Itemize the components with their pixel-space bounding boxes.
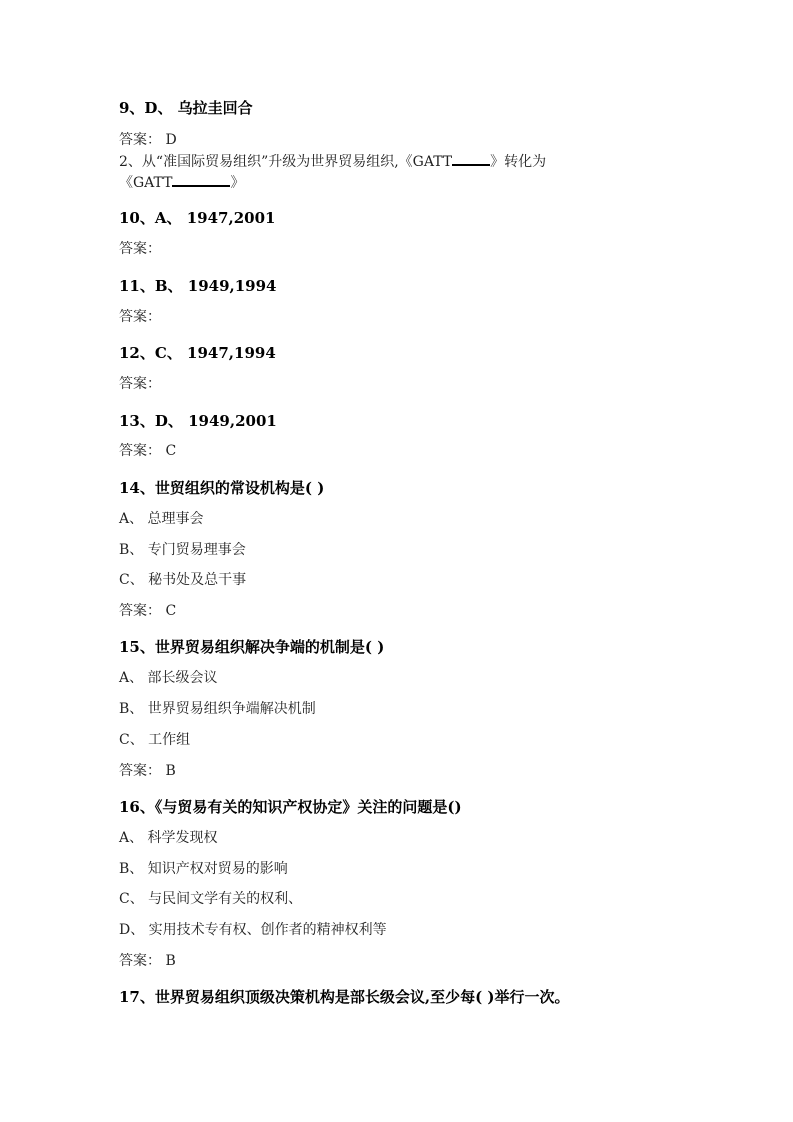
option-line: B、 知识产权对贸易的影响 xyxy=(119,861,288,877)
option-heading: 10、A、 1947,2001 xyxy=(119,209,276,227)
option-line: D、 实用技术专有权、创作者的精神权利等 xyxy=(119,922,387,938)
option-line: C、 工作组 xyxy=(119,732,191,748)
question-heading: 15、世界贸易组织解决争端的机制是( ) xyxy=(119,638,385,656)
answer-line: 答案： C xyxy=(119,443,177,459)
fill-in-question-line xyxy=(119,150,546,171)
fill-in-text: 》 xyxy=(230,175,245,191)
option-line: C、 秘书处及总干事 xyxy=(119,572,247,588)
answer-line: 答案： D xyxy=(119,132,177,148)
option-line: A、 部长级会议 xyxy=(119,670,218,686)
question-heading: 17、世界贸易组织顶级决策机构是部长级会议,至少每( )举行一次。 xyxy=(119,988,570,1006)
fill-in-question-line xyxy=(119,171,244,192)
fill-in-text: 2、从“准国际贸易组织”升级为世界贸易组织,《GATT xyxy=(119,154,453,170)
question-heading: 16、《与贸易有关的知识产权协定》关注的问题是() xyxy=(119,798,462,816)
option-line: B、 专门贸易理事会 xyxy=(119,542,246,558)
option-line: A、 科学发现权 xyxy=(119,830,218,846)
answer-line: 答案： xyxy=(119,376,161,392)
answer-line: 答案： B xyxy=(119,763,176,779)
answer-line: 答案： C xyxy=(119,603,177,619)
option-heading: 11、B、 1949,1994 xyxy=(119,277,277,295)
answer-line: 答案： B xyxy=(119,953,176,969)
option-heading: 12、C、 1947,1994 xyxy=(119,344,276,362)
fill-in-text: 》转化为 xyxy=(490,154,547,170)
fill-in-text: 《GATT xyxy=(119,175,173,191)
option-line: A、 总理事会 xyxy=(119,511,204,527)
question-heading: 9、D、 乌拉圭回合 xyxy=(119,99,253,117)
option-line: C、 与民间文学有关的权利、 xyxy=(119,891,303,907)
fill-in-blank xyxy=(172,171,230,187)
answer-line: 答案： xyxy=(119,309,161,325)
fill-in-blank xyxy=(452,150,490,166)
answer-line: 答案： xyxy=(119,241,161,257)
question-heading: 14、世贸组织的常设机构是( ) xyxy=(119,479,325,497)
option-heading: 13、D、 1949,2001 xyxy=(119,412,277,430)
option-line: B、 世界贸易组织争端解决机制 xyxy=(119,701,316,717)
